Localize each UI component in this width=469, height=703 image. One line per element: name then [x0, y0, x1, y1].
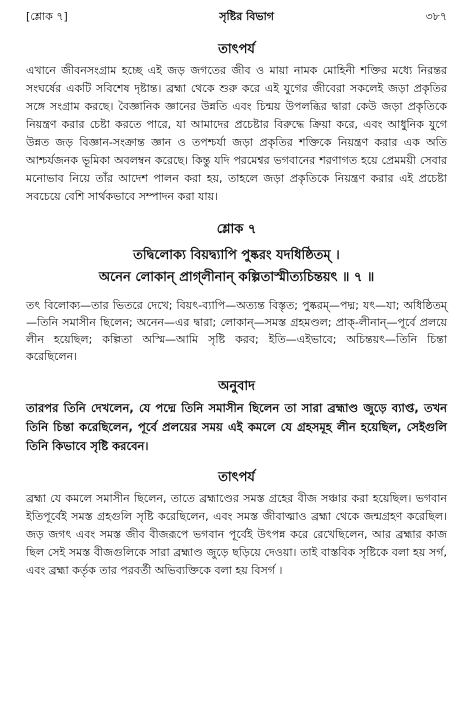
purport-paragraph — [26, 62, 447, 206]
purport-2-text: ব্রহ্মা যে কমলে সমাসীন ছিলেন, তাতে ব্রহ্মাণ্ডের সমস্ত গ্রহের বীজ সঞ্চার করা হয়েছিল। ভগবান ইতিপূর্বেই সমস্ত গ্রহগুলি সৃষ্টি করেছিলেন, এবং সমস্ত জীবাত্মাও ব্রহ্মা থেকে জন্মগ্রহণ করেছিল। জড় জগৎ এবং সমস্ত জীব বীজরূপে ভগবান পূর্বেই উৎপন্ন করে রেখেছিলেন, আর ব্রহ্মার কাজ ছিল সেই সমস্ত বীজগুলিকে সারা ব্রহ্মাণ্ড জুড়ে ছড়িয়ে দেওয়া। তাই বাস্তবিক সৃষ্টিকে বলা হয় সর্গ, এবং ব্রহ্মা কর্তৃক তার পরবর্তী অভিব্যক্তিকে বলা হয় বিসর্গ । — [26, 492, 447, 577]
translation-text: তারপর তিনি দেখলেন, যে পদ্মে তিনি সমাসীন ছিলেন তা সারা ব্রহ্মাণ্ড জুড়ে ব্যাপ্ত, তখন তিনি চিন্তা করেছিলেন, পূর্বে প্রলয়ের সময় এই কমলে যে গ্রহসমূহ লীন হয়েছিল, সেইগুলি তিনি কিভাবে সৃষ্টি করবেন। — [26, 401, 447, 453]
verse-heading: শ্লোক ৭ — [216, 222, 257, 237]
running-header — [26, 10, 447, 28]
translation-paragraph — [26, 399, 447, 456]
purport-2-paragraph — [26, 490, 447, 580]
verse-line-2: অনেন লোকান্ প্রাগ্‌লীনান্ কল্পিতাস্মীত্যচিন্তয়ৎ ॥ ৭ ॥ — [98, 270, 375, 285]
verse-line-1: তদ্বিলোক্য বিয়দ্ব্যাপি পুষ্করং যদধিষ্ঠিতম্ । — [133, 248, 340, 263]
header-chapter-title: সৃষ্টির বিভাগ — [219, 10, 275, 23]
purport-text: এখানে জীবনসংগ্রাম হচ্ছে এই জড় জগতের জীব ও মায়া নামক মোহিনী শক্তির মধ্যে নিরন্তর সংঘর্ষের একটি সবিশেষ দৃষ্টান্ত। ব্রহ্মা থেকে শুরু করে এই যুগের জীবেরা সকলেই জড়া প্রকৃতির সঙ্গে সংগ্রাম করছে। বৈজ্ঞানিক জ্ঞানের উন্নতি এবং চিন্ময় উপলব্ধির দ্বারা কেউ জড়া প্রকৃতিকে নিয়ন্ত্রণ করার চেষ্টা করতে পারে, যা আমাদের প্রচেষ্টার বিরুদ্ধে ক্রিয়া করে, এবং আধুনিক যুগে উন্নত জড় বিজ্ঞান-সংক্রান্ত জ্ঞান ও তপশ্চর্যা জড়া প্রকৃতির শক্তিকে নিয়ন্ত্রণ করার এক অতি আশ্চর্যজনক ভূমিকা অবলম্বন করেছে। কিন্তু যদি পরমেশ্বর ভগবানের শরণাগত হয়ে প্রেমময়ী সেবার মনোভাব নিয়ে তাঁর আদেশ পালন করা হয়, তাহলে জড়া প্রকৃতিকে নিয়ন্ত্রণ করার এই প্রচেষ্টা সবচেয়ে বেশি সার্থকভাবে সম্পাদন করা যায়। — [26, 64, 447, 203]
header-page-number: ৩৮৭ — [425, 10, 447, 23]
purport-2-heading: তাৎপর্য — [218, 470, 255, 485]
word-for-word-synonyms — [26, 297, 447, 365]
verse-block — [26, 245, 447, 289]
header-verse-ref: [শ্লোক ৭] — [26, 10, 68, 23]
translation-heading: অনুবাদ — [218, 379, 255, 394]
synonyms-text: তৎ বিলোক্য—তার ভিতরে দেখে; বিয়ৎ-ব্যাপি—অত্যন্ত বিস্তৃত; পুষ্করম্—পদ্ম; যৎ—যা; অধিষ্ঠিতম্—তিনি সমাসীন ছিলেন; অনেন—এর দ্বারা; লোকান্—সমস্ত গ্রহমণ্ডল; প্রাক্-লীনান্—পূর্বে প্রলয়ে লীন হয়েছিল; কল্পিতা অস্মি—আমি সৃষ্টি করব; ইতি—এইভাবে; অচিন্তয়ৎ—তিনি চিন্তা করেছিলেন। — [26, 299, 447, 363]
purport-heading: তাৎপর্য — [218, 42, 255, 57]
